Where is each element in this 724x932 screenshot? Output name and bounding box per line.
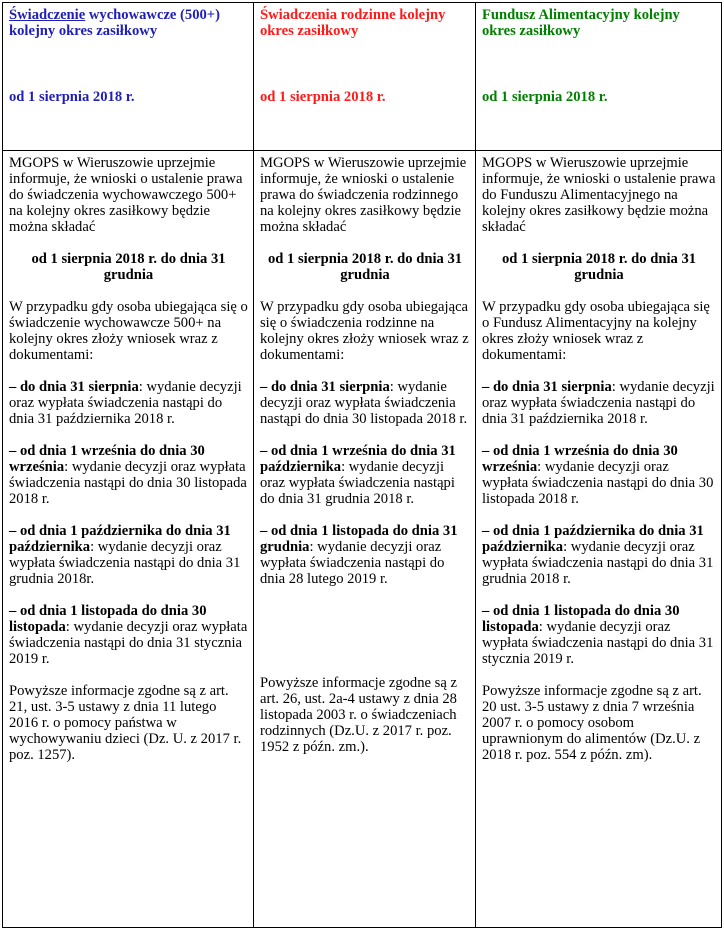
header-date: od 1 sierpnia 2018 r. <box>260 89 386 105</box>
header-cell-alimony <box>476 3 722 151</box>
deadline-item: – od dnia 1 listopada do dnia 31 grudnia: wydanie decyzji oraz wypłata świadczenia nastąpi do dnia 28 lutego 2019 r. <box>260 523 458 587</box>
deadline-item: – od dnia 1 września do dnia 30 września: wydanie decyzji oraz wypłata świadczenia nastąpi do dnia 30 listopada 2018 r. <box>9 443 247 507</box>
header-row <box>3 3 722 151</box>
intro-text: MGOPS w Wieruszowie uprzejmie informuje, że wnioski o ustalenie prawa do świadczenia rodzinnego na kolejny okres zasiłkowy będzie można składać <box>260 155 467 235</box>
period-text: od 1 sierpnia 2018 r. do dnia 31 grudnia <box>267 251 463 283</box>
header-title: Fundusz Alimentacyjny kolejny okres zasiłkowy <box>482 7 680 39</box>
deadline-item: – do dnia 31 sierpnia: wydanie decyzji oraz wypłata świadczenia nastąpi do dnia 30 listopada 2018 r. <box>260 379 468 427</box>
condition-text: W przypadku gdy osoba ubiegająca się o świadczenie wychowawcze 500+ na kolejny okres złoży wniosek wraz z dokumentami: <box>9 299 248 363</box>
period-text: od 1 sierpnia 2018 r. do dnia 31 grudnia <box>501 251 697 283</box>
intro-text: MGOPS w Wieruszowie uprzejmie informuje, że wnioski o ustalenie prawa do Funduszu Alimentacyjnego na kolejny okres zasiłkowy będzie można składać <box>482 155 716 235</box>
legal-basis-text: Powyższe informacje zgodne są z art. 20 ust. 3-5 ustawy z dnia 7 września 2007 r. o pomocy osobom uprawnionym do alimentów (Dz.U. z 2018 r. poz. 554 z późn. zm). <box>482 683 702 763</box>
header-cell-500plus <box>3 3 254 151</box>
deadline-item: – do dnia 31 sierpnia: wydanie decyzji oraz wypłata świadczenia nastąpi do dnia 31 października 2018 r. <box>9 379 242 427</box>
legal-basis-text: Powyższe informacje zgodne są z art. 21, ust. 3-5 ustawy z dnia 11 lutego 2016 r. o pomocy państwa w wychowywaniu dzieci (Dz. U. z 2017 r. poz. 1257). <box>9 683 242 763</box>
header-date: od 1 sierpnia 2018 r. <box>482 89 608 105</box>
deadline-item: – od dnia 1 października do dnia 31 października: wydanie decyzji oraz wypłata świadczenia nastąpi do dnia 31 grudnia 2018r. <box>9 523 241 587</box>
legal-basis-text: Powyższe informacje zgodne są z art. 26, ust. 2a-4 ustawy z dnia 28 listopada 2003 r. o świadczeniach rodzinnych (Dz.U. z 2017 r. poz. 1952 z późn. zm.). <box>260 675 457 755</box>
intro-text: MGOPS w Wieruszowie uprzejmie informuje, że wnioski o ustalenie prawa do świadczenia wychowawczego 500+ na kolejny okres zasiłkowy będzie można składać <box>9 155 243 235</box>
header-title: Świadczenia rodzinne kolejny okres zasiłkowy <box>260 7 446 39</box>
period-text: od 1 sierpnia 2018 r. do dnia 31 grudnia <box>31 251 226 283</box>
deadline-item: – od dnia 1 września do dnia 30 września: wydanie decyzji oraz wypłata świadczenia nastąpi do dnia 30 listopada 2018 r. <box>482 443 714 507</box>
condition-text: W przypadku gdy osoba ubiegająca się o Fundusz Alimentacyjny na kolejny okres złoży wniosek wraz z dokumentami: <box>482 299 710 363</box>
deadline-item: – od dnia 1 listopada do dnia 30 listopada: wydanie decyzji oraz wypłata świadczenia nastąpi do dnia 31 stycznia 2019 r. <box>482 603 714 667</box>
body-cell-family <box>254 151 476 928</box>
info-table <box>2 2 722 928</box>
deadline-item: – od dnia 1 października do dnia 31 października: wydanie decyzji oraz wypłata świadczenia nastąpi do dnia 31 grudnia 2018 r. <box>482 523 714 587</box>
header-title: Świadczenie wychowawcze (500+) kolejny okres zasiłkowy <box>9 7 220 39</box>
deadline-item: – do dnia 31 sierpnia: wydanie decyzji oraz wypłata świadczenia nastąpi do dnia 31 października 2018 r. <box>482 379 715 427</box>
deadline-item: – od dnia 1 września do dnia 31 października: wydanie decyzji oraz wypłata świadczenia nastąpi do dnia 31 grudnia 2018 r. <box>260 443 456 507</box>
body-cell-500plus <box>3 151 254 928</box>
header-date: od 1 sierpnia 2018 r. <box>9 89 135 105</box>
body-cell-alimony <box>476 151 722 928</box>
body-row <box>3 151 722 928</box>
deadline-item: – od dnia 1 listopada do dnia 30 listopada: wydanie decyzji oraz wypłata świadczenia nastąpi do dnia 31 stycznia 2019 r. <box>9 603 248 667</box>
header-cell-family <box>254 3 476 151</box>
condition-text: W przypadku gdy osoba ubiegająca się o świadczenia rodzinne na kolejny okres złoży wniosek wraz z dokumentami: <box>260 299 469 363</box>
